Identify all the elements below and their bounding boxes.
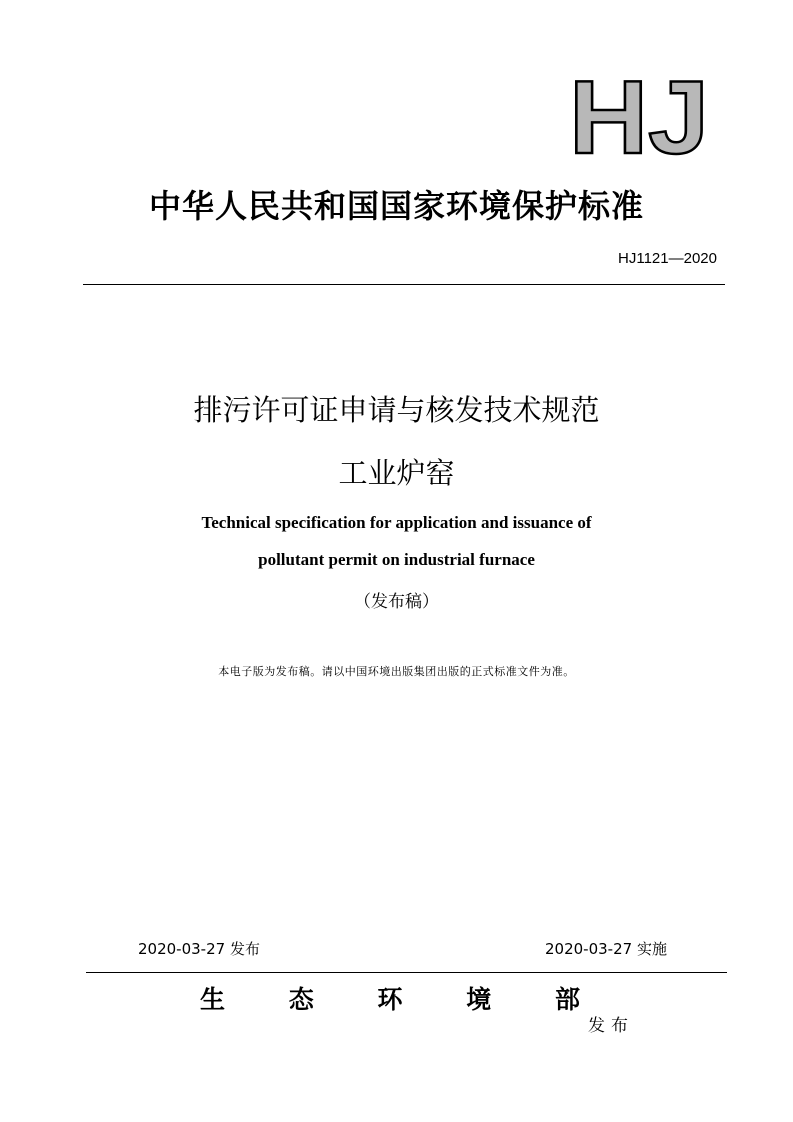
issuer-char: 境 (466, 985, 492, 1014)
publish-label: 发布 (588, 1016, 634, 1036)
english-title-line2: pollutant permit on industrial furnace (258, 550, 535, 569)
english-title-line1: Technical specification for application and issuance of (201, 513, 592, 532)
issuer-name (200, 980, 580, 1016)
document-title-line2: 工业炉窑 (338, 456, 455, 490)
issuer-char: 环 (377, 985, 403, 1014)
issuer-char: 态 (288, 985, 314, 1014)
issuer-char: 部 (554, 985, 580, 1014)
issuing-authority-title: 中华人民共和国国家环境保护标准 (148, 187, 644, 225)
implementation-date: 2020-03-27 实施 (545, 940, 667, 958)
hj-logo (566, 70, 716, 156)
bottom-divider (86, 972, 727, 973)
standard-code: HJ1121—2020 (618, 250, 717, 267)
draft-label: （发布稿） (354, 592, 439, 612)
top-divider (83, 284, 725, 285)
edition-notice: 本电子版为发布稿。请以中国环境出版集团出版的正式标准文件为准。 (218, 665, 575, 678)
issue-date: 2020-03-27 发布 (138, 940, 260, 958)
document-title-line1: 排污许可证申请与核发技术规范 (193, 393, 600, 427)
hj-logo-text: HJ (569, 70, 709, 156)
issuer-char: 生 (200, 985, 226, 1014)
